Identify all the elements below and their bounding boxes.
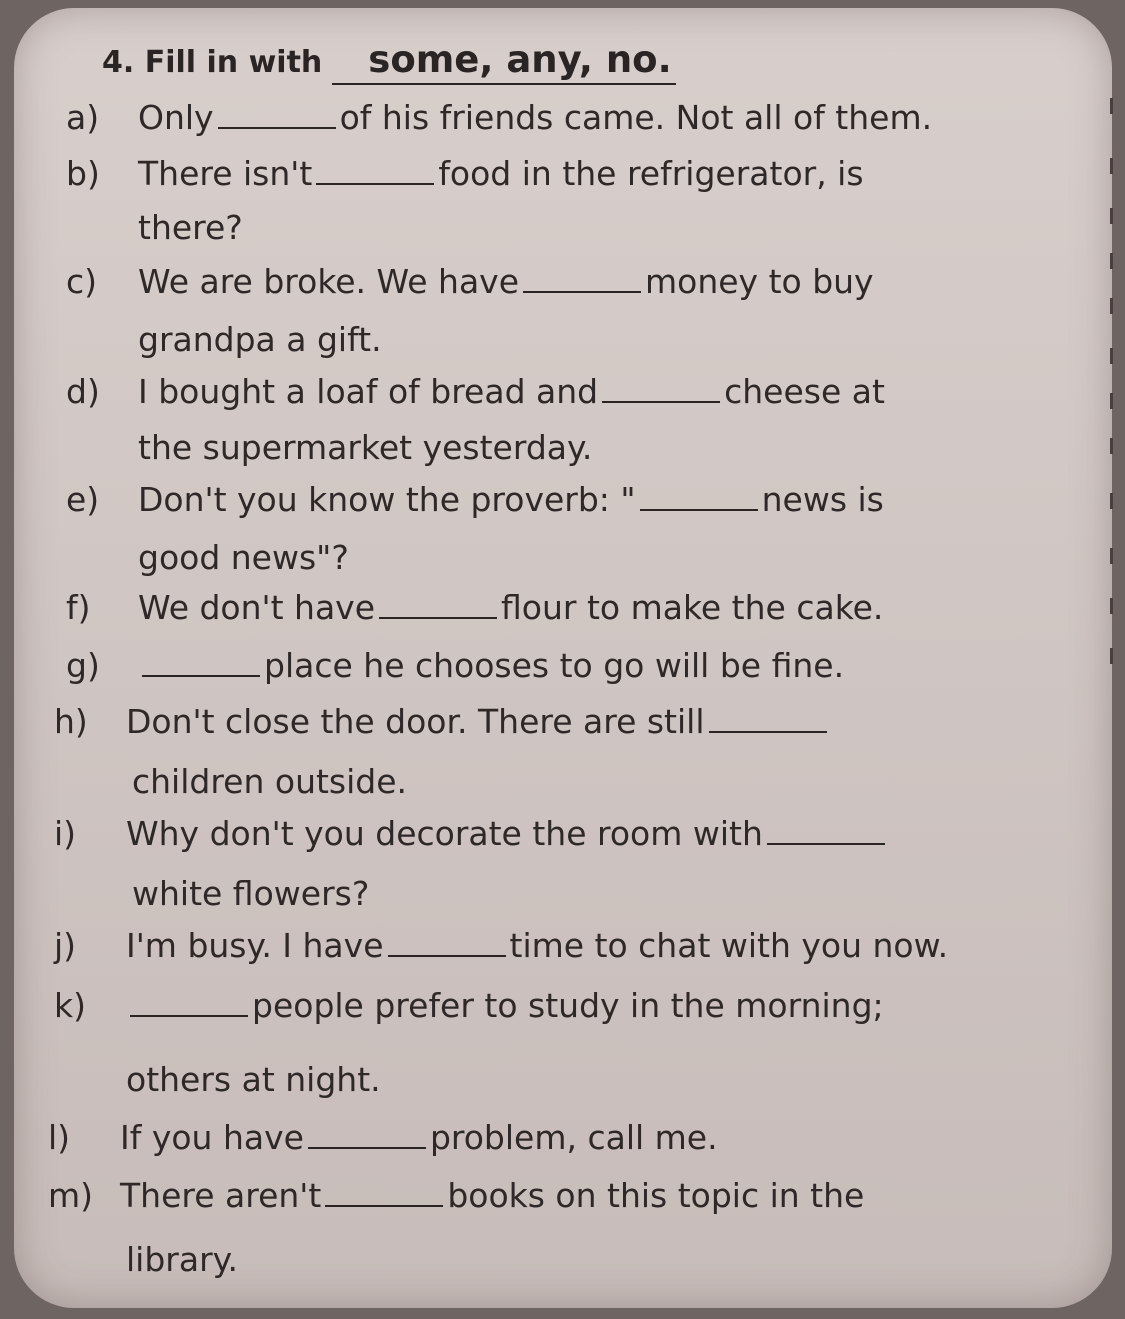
answer-blank[interactable] [388,933,506,957]
exercise-heading: 4. Fill in with [102,45,323,80]
question-text: Only [138,98,214,137]
question-text: Why don't you decorate the room with [126,814,763,853]
question-label: g) [66,646,100,685]
question-label: f) [66,588,91,627]
question-d [66,374,885,410]
question-d-continued: the supermarket yesterday. [138,428,593,467]
question-text-after: cheese at [724,372,885,411]
answer-blank[interactable] [602,379,720,403]
question-m-continued: library. [126,1240,238,1279]
question-text-after: flour to make the cake. [501,588,884,627]
question-text: I bought a loaf of bread and [138,372,599,411]
answer-blank[interactable] [640,487,758,511]
question-m [48,1178,864,1214]
question-e-continued: good news"? [138,538,349,577]
answer-blank[interactable] [308,1125,426,1149]
answer-blank[interactable] [379,595,497,619]
worksheet-page [14,8,1112,1308]
question-text-after: people prefer to study in the morning; [252,986,884,1025]
answer-blank[interactable] [316,161,434,185]
answer-blank[interactable] [130,993,248,1017]
question-text: There isn't [138,154,313,193]
answer-blank[interactable] [709,709,827,733]
edge-mark [1110,348,1113,364]
question-text: If you have [120,1118,304,1157]
edge-mark [1110,493,1113,509]
word-choices: some, any, no. [332,38,675,85]
question-k-continued: others at night. [126,1060,381,1099]
answer-blank[interactable] [218,105,336,129]
edge-mark [1110,158,1113,174]
answer-blank[interactable] [325,1183,443,1207]
question-label: b) [66,154,100,193]
question-a [66,100,932,136]
edge-mark [1110,648,1113,664]
edge-mark [1110,548,1113,564]
question-f [66,590,883,626]
question-label: l) [48,1118,71,1157]
question-text-after: of his friends came. Not all of them. [339,98,933,137]
question-label: e) [66,480,100,519]
answer-blank[interactable] [767,821,885,845]
question-b-continued: there? [138,208,243,247]
question-text-after: place he chooses to go will be fine. [264,646,845,685]
question-i-continued: white flowers? [132,874,370,913]
edge-mark [1110,393,1113,409]
question-text: Don't close the door. There are still [126,702,705,741]
question-text: We don't have [138,588,376,627]
question-text: I'm busy. I have [126,926,384,965]
edge-mark [1110,598,1113,614]
question-k [54,988,884,1024]
question-i [54,816,889,852]
question-text: There aren't [120,1176,322,1215]
answer-blank[interactable] [142,653,260,677]
question-c-continued: grandpa a gift. [138,320,382,359]
question-text-after: problem, call me. [429,1118,718,1157]
edge-mark [1110,208,1113,224]
question-g [66,648,844,684]
question-label: k) [54,986,86,1025]
question-text-after: time to chat with you now. [509,926,949,965]
question-l [48,1120,718,1156]
question-h-continued: children outside. [132,762,408,801]
question-e [66,482,884,518]
question-label: j) [54,926,77,965]
question-label: a) [66,98,100,137]
edge-mark [1110,298,1113,314]
question-label: m) [48,1176,94,1215]
edge-mark [1110,98,1113,114]
question-text-after: books on this topic in the [447,1176,865,1215]
question-b [66,156,864,192]
exercise-title [102,38,676,85]
question-text-after: food in the refrigerator, is [438,154,864,193]
question-label: i) [54,814,77,853]
question-label: h) [54,702,88,741]
question-label: d) [66,372,100,411]
question-text-after: money to buy [645,262,874,301]
question-label: c) [66,262,98,301]
answer-blank[interactable] [523,269,641,293]
edge-mark [1110,253,1113,269]
edge-mark [1110,438,1113,454]
question-text-after: news is [761,480,884,519]
question-j [54,928,948,964]
question-h [54,704,831,740]
question-c [66,264,874,300]
question-text: Don't you know the proverb: " [138,480,636,519]
question-text: We are broke. We have [138,262,519,301]
